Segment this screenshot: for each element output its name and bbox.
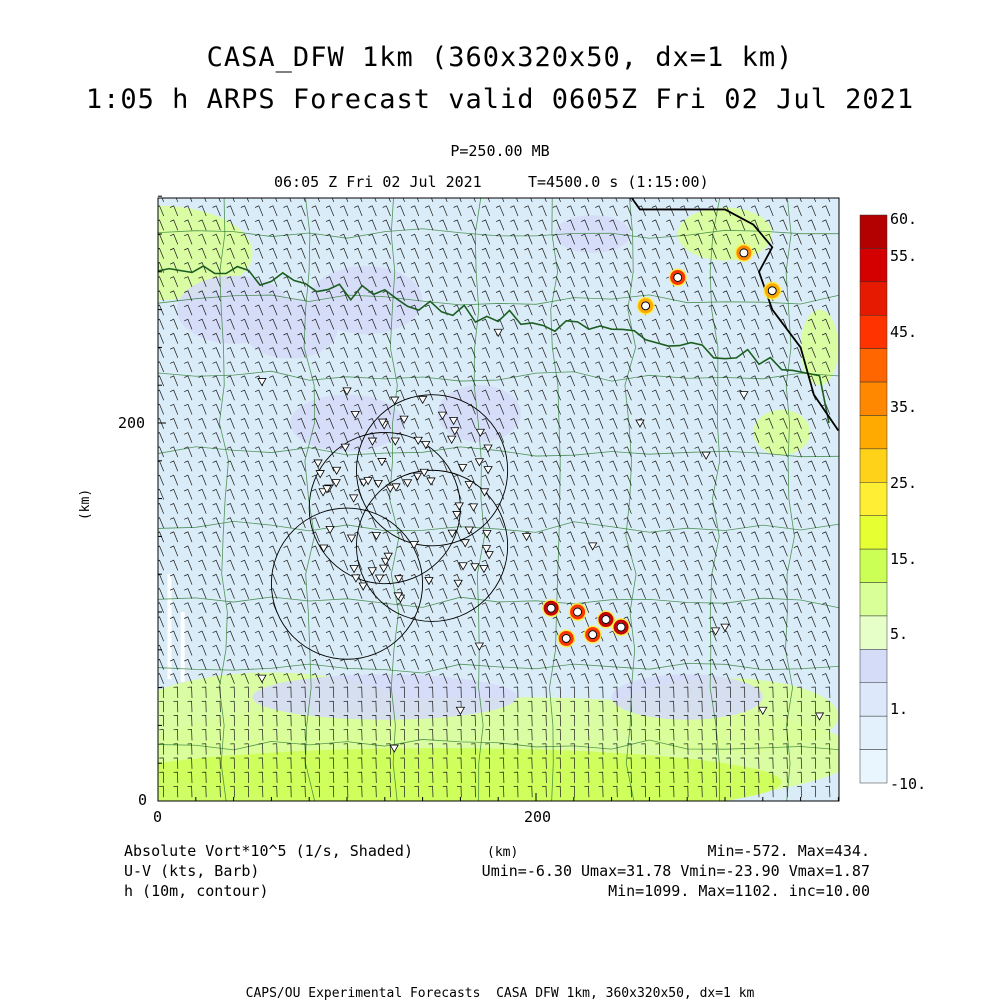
colorbar-swatch	[860, 315, 887, 348]
colorbar	[860, 210, 926, 793]
map-plot-area	[64, 192, 858, 816]
colorbar-label: -10.	[890, 775, 927, 793]
colorbar-swatch	[860, 248, 887, 281]
footer-credit: CAPS/OU Experimental Forecasts CASA DFW 1km, 360x320x50, dx=1 km	[245, 986, 755, 1001]
colorbar-label: 60.	[890, 210, 918, 228]
colorbar-label: 55.	[890, 247, 918, 265]
colorbar-swatch	[860, 482, 887, 515]
colorbar-swatch	[860, 716, 887, 749]
y-tick-label-0: 0	[138, 791, 148, 809]
colorbar-swatch	[860, 215, 887, 248]
vorticity-area	[678, 208, 773, 261]
y-tick-label-200: 200	[118, 414, 146, 432]
colorbar-swatch	[860, 683, 887, 716]
valid-time: 06:05 Z Fri 02 Jul 2021	[274, 173, 482, 191]
colorbar-swatch	[860, 649, 887, 682]
colorbar-label: 5.	[890, 625, 909, 643]
colorbar-swatch	[860, 549, 887, 582]
colorbar-swatch	[860, 449, 887, 482]
colorbar-label: 1.	[890, 700, 909, 718]
colorbar-swatch	[860, 616, 887, 649]
colorbar-label: 15.	[890, 550, 918, 568]
x-axis-unit: (km)	[487, 845, 519, 860]
colorbar-swatch	[860, 282, 887, 315]
x-tick-label-0: 0	[153, 808, 163, 826]
height-stats: Min=1099. Max=1102. inc=10.00	[608, 882, 870, 900]
vorticity-stats: Min=-572. Max=434.	[707, 842, 870, 860]
legend-field-vorticity: Absolute Vort*10^5 (1/s, Shaded)	[124, 842, 413, 860]
x-tick-label-200: 200	[524, 808, 552, 826]
colorbar-label: 25.	[890, 474, 918, 492]
colorbar-swatch	[860, 349, 887, 382]
colorbar-swatch	[860, 516, 887, 549]
vorticity-area	[309, 266, 422, 334]
y-axis-unit: (km)	[78, 488, 94, 521]
colorbar-swatch	[860, 415, 887, 448]
pressure-level: P=250.00 MB	[450, 142, 550, 160]
colorbar-swatch	[860, 583, 887, 616]
colorbar-label: 35.	[890, 398, 918, 416]
colorbar-swatch	[860, 382, 887, 415]
vorticity-area	[753, 410, 810, 455]
legend-field-height: h (10m, contour)	[124, 882, 269, 900]
title-line-2: 1:05 h ARPS Forecast valid 0605Z Fri 02 Jul 2021	[85, 84, 915, 115]
colorbar-label: 45.	[890, 323, 918, 341]
colorbar-swatch	[860, 750, 887, 783]
vorticity-area	[252, 674, 517, 719]
vorticity-gap	[181, 612, 185, 682]
title-line-1: CASA_DFW 1km (360x320x50, dx=1 km)	[206, 42, 794, 73]
legend-field-wind: U-V (kts, Barb)	[124, 862, 260, 880]
wind-stats: Umin=-6.30 Umax=31.78 Vmin=-23.90 Vmax=1.87	[481, 862, 870, 880]
model-time: T=4500.0 s (1:15:00)	[528, 173, 709, 191]
